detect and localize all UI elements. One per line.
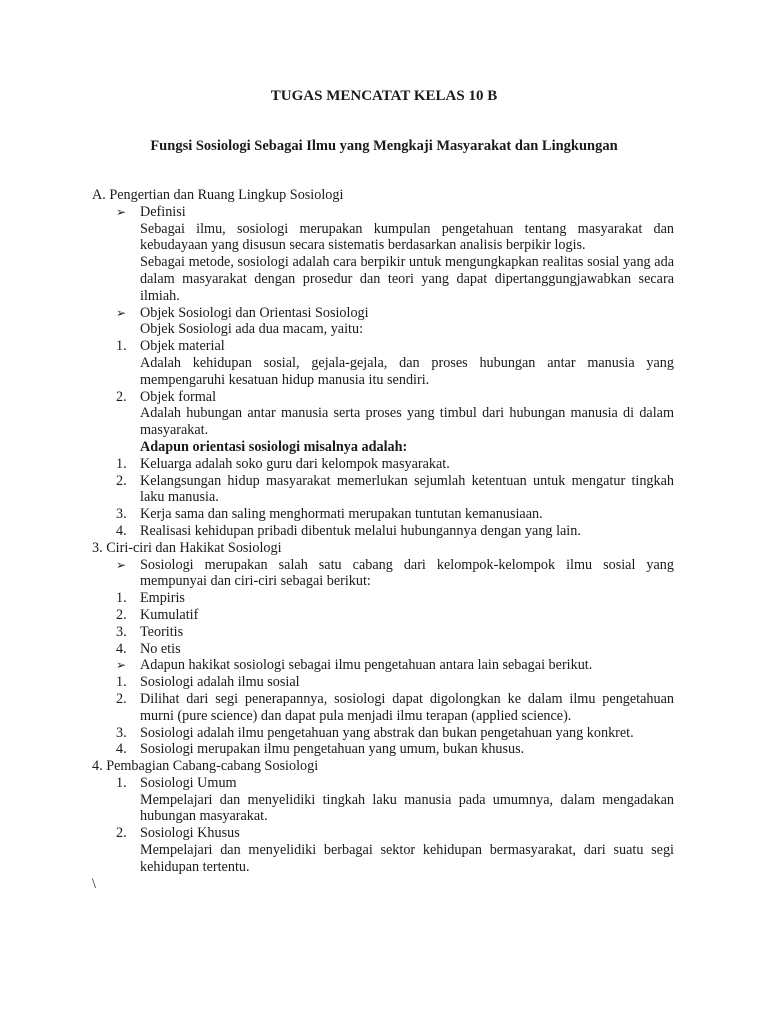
section-a-heading: A. Pengertian dan Ruang Lingkup Sosiologi [92, 187, 344, 203]
list-item-text: Kumulatif [140, 606, 199, 623]
list-item [92, 641, 674, 658]
list-item-text: Mempelajari dan menyelidiki tingkah laku manusia pada umumnya, dalam mengadakan hubungan masyarakat. [140, 791, 674, 825]
list-item [92, 691, 674, 725]
definisi-label: Definisi [140, 203, 186, 220]
list-number: 2. [116, 388, 127, 405]
arrow-bullet-icon: ➢ [116, 305, 127, 320]
list-item [92, 624, 674, 641]
list-item-label: Sosiologi Khusus [140, 825, 240, 842]
list-number: 1. [116, 338, 127, 355]
list-item [92, 590, 674, 607]
list-item-label: Sosiologi Umum [140, 774, 237, 791]
ciri-intro-text: Sosiologi merupakan salah satu cabang dari kelompok-kelompok ilmu sosial yang mempunyai dan ciri-ciri sebagai berikut: [140, 556, 674, 590]
list-item [92, 775, 674, 792]
list-item-text: Sosiologi adalah ilmu pengetahuan yang abstrak dan bukan pengetahuan yang konkret. [140, 724, 634, 741]
list-item-label: Objek material [140, 338, 225, 355]
list-item-text: No etis [140, 640, 181, 657]
list-item-text: Empiris [140, 590, 185, 607]
list-item-text: Adalah hubungan antar manusia serta proses yang timbul dari hubungan manusia di dalam masyarakat. [140, 405, 674, 439]
document-title: TUGAS MENCATAT KELAS 10 B [270, 88, 498, 104]
list-item [92, 389, 674, 406]
list-item [92, 473, 674, 507]
definisi-text-1: Sebagai ilmu, sosiologi merupakan kumpulan pengetahuan tentang masyarakat dan kebudayaan yang disusun secara sistematis berdasarkan analisis berpikir logis. [140, 220, 674, 254]
list-number: 2. [116, 606, 127, 623]
list-item [92, 456, 674, 473]
bullet-ciri-intro [92, 557, 674, 591]
definisi-text-2: Sebagai metode, sosiologi adalah cara berpikir untuk mengungkapkan realitas sosial yang ada dalam masyarakat dengan prosedur dan teori yang dapat dipertanggungjawabkan secara ilmiah. [140, 254, 674, 304]
list-item [92, 741, 674, 758]
list-item-text: Sosiologi merupakan ilmu pengetahuan yang umum, bukan khusus. [140, 741, 525, 758]
bullet-definisi [92, 204, 674, 221]
objek-intro: Objek Sosiologi ada dua macam, yaitu: [140, 321, 364, 338]
list-item-label: Objek formal [140, 388, 217, 405]
bullet-objek [92, 305, 674, 322]
list-item [92, 338, 674, 355]
list-number: 3. [116, 506, 127, 523]
list-item [92, 607, 674, 624]
list-item-text: Dilihat dari segi penerapannya, sosiologi dapat digolongkan ke dalam ilmu pengetahuan murni (pure science) dan dapat pula menjadi ilmu terapan (applied science). [140, 690, 674, 724]
list-item-text: Sosiologi adalah ilmu sosial [140, 674, 300, 691]
list-item-text: Teoritis [140, 623, 184, 640]
list-item-text: Keluarga adalah soko guru dari kelompok masyarakat. [140, 455, 450, 472]
list-number: 2. [116, 472, 127, 489]
document-subtitle: Fungsi Sosiologi Sebagai Ilmu yang Mengkaji Masyarakat dan Lingkungan [150, 138, 618, 154]
list-number: 4. [116, 640, 127, 657]
list-item [92, 725, 674, 742]
list-item-text: Adalah kehidupan sosial, gejala-gejala, dan proses hubungan antar manusia yang mempengaruhi kesatuan hidup manusia itu sendiri. [140, 354, 674, 388]
list-number: 4. [116, 522, 127, 539]
hakikat-intro-text: Adapun hakikat sosiologi sebagai ilmu pengetahuan antara lain sebagai berikut. [140, 657, 593, 674]
list-number: 2. [116, 825, 127, 842]
list-number: 3. [116, 724, 127, 741]
section-3-heading: 3. Ciri-ciri dan Hakikat Sosiologi [92, 539, 282, 556]
list-item-text: Mempelajari dan menyelidiki berbagai sektor kehidupan bermasyarakat, dari suatu segi kehidupan tertentu. [140, 842, 674, 875]
list-number: 1. [116, 455, 127, 472]
list-number: 2. [116, 690, 127, 707]
arrow-bullet-icon: ➢ [116, 658, 127, 673]
document-body [92, 187, 674, 892]
list-item-text: Kelangsungan hidup masyarakat memerlukan sejumlah ketentuan untuk mengatur tingkah laku manusia. [140, 472, 674, 506]
list-number: 1. [116, 674, 127, 691]
list-item [92, 825, 674, 842]
list-item [92, 523, 674, 540]
trailing-backslash: \ [92, 875, 96, 892]
arrow-bullet-icon: ➢ [116, 204, 127, 219]
list-item-text: Realisasi kehidupan pribadi dibentuk melalui hubungannya dengan yang lain. [140, 522, 581, 539]
list-number: 4. [116, 741, 127, 758]
list-item [92, 506, 674, 523]
objek-label: Objek Sosiologi dan Orientasi Sosiologi [140, 304, 369, 321]
list-number: 1. [116, 774, 127, 791]
list-item [92, 674, 674, 691]
bullet-hakikat-intro [92, 657, 674, 674]
section-4-heading: 4. Pembagian Cabang-cabang Sosiologi [92, 758, 319, 775]
orientasi-heading: Adapun orientasi sosiologi misalnya adalah: [140, 438, 408, 455]
list-number: 1. [116, 590, 127, 607]
arrow-bullet-icon: ➢ [116, 557, 127, 572]
list-number: 3. [116, 623, 127, 640]
list-item-text: Kerja sama dan saling menghormati merupakan tuntutan kemanusiaan. [140, 506, 543, 523]
